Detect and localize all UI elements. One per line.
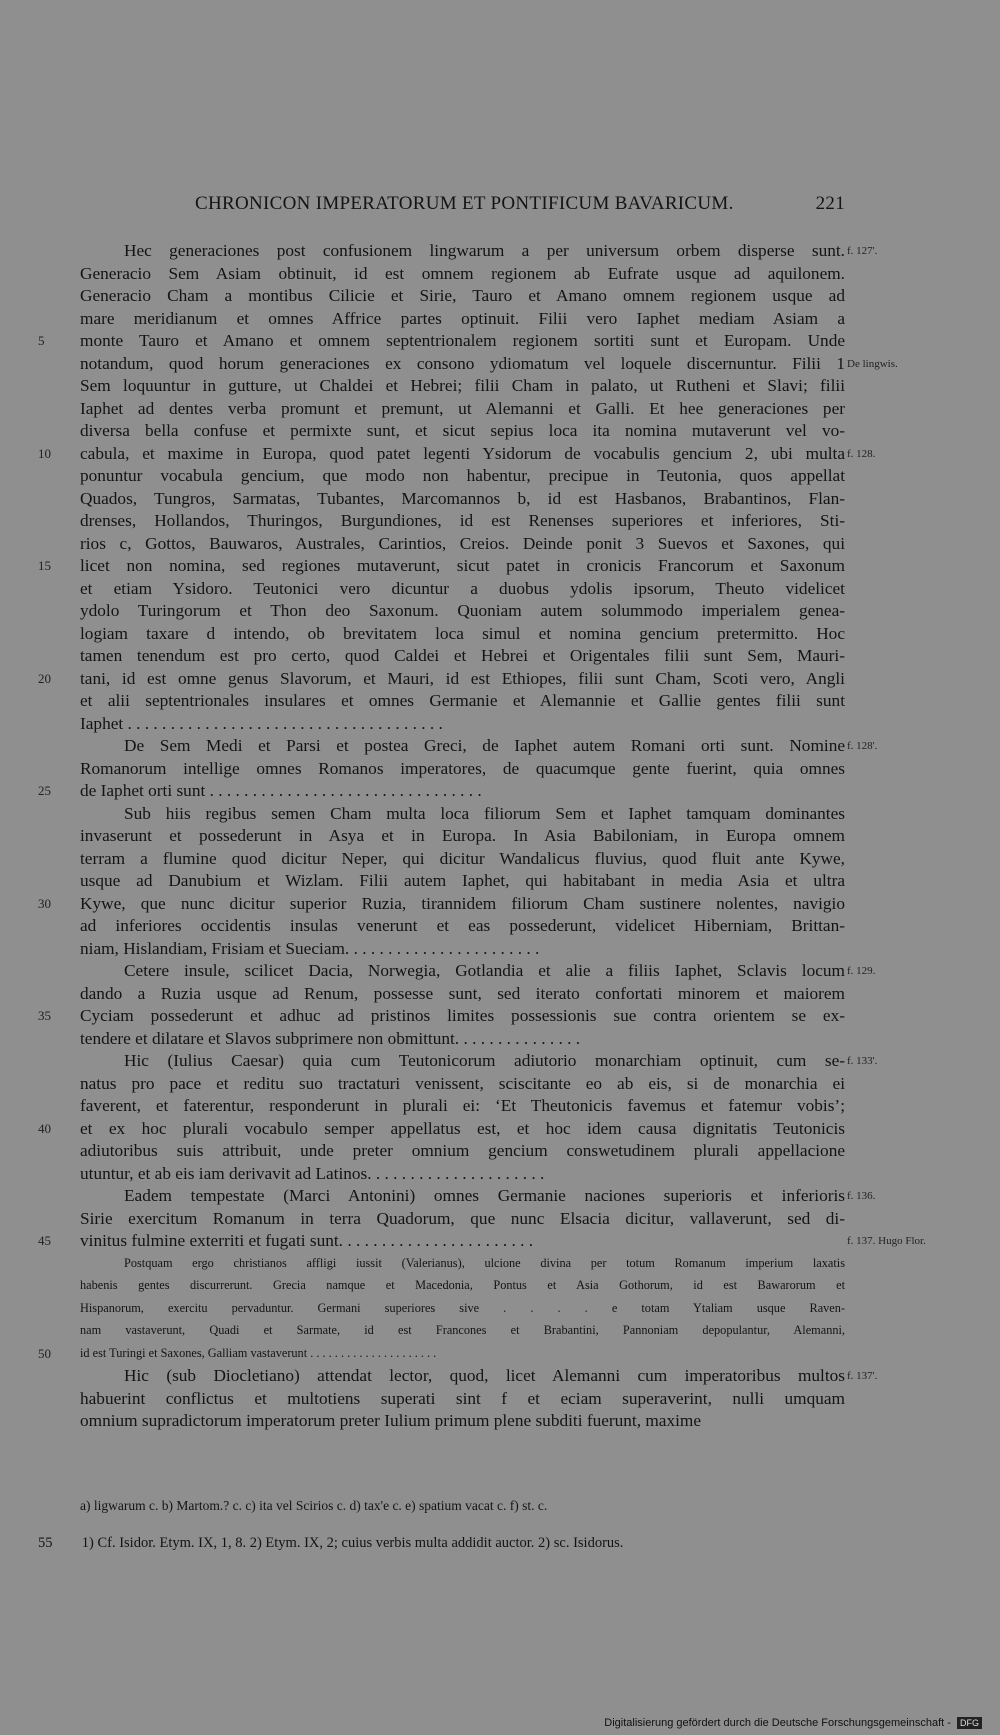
line-text: Sirie exercitum Romanum in terra Quadorum, que nunc Elsacia dicitur, vallaverunt, sed di-	[80, 1208, 845, 1228]
line-text: ydolo Turingorum et Thon deo Saxonum. Quoniam autem solummodo imperialem genea-	[80, 601, 845, 620]
line-text: de Iaphet orti sunt . . . . . . . . . . . . . . . . . . . . . . . . . . . . . . . .	[80, 781, 482, 800]
line-text: Iaphet ad dentes verba promunt et premunt, ut Alemanni et Galli. Et hee generaciones per	[80, 398, 845, 418]
line-text: Kywe, que nunc dicitur superior Ruzia, tirannidem filiorum Cham sustinere nolentes, navigio	[80, 893, 845, 913]
line-text: niam, Hislandiam, Frisiam et Sueciam. . . . . . . . . . . . . . . . . . . . . . .	[80, 938, 540, 958]
line-text: tamen tenendum est pro certo, quod Caldei et Hebrei et Origentales filii sunt Sem, Mauri-	[80, 646, 845, 665]
line-text: Sem loquuntur in gutture, ut Chaldei et Hebrei; filii Cham in palato, ut Rutheni et Slavi; filii	[80, 376, 845, 395]
line-number: 20	[38, 670, 51, 686]
line-text: Cyciam possederunt et adhuc ad pristinos limites possessionis sue contra orientem se ex-	[80, 1006, 845, 1025]
line-text: invaserunt et possederunt in Asya et in Europa. In Asia Babiloniam, in Europa omnem	[80, 826, 845, 845]
line-text: diversa bella confuse et permixte sunt, et sicut sepius loca ita nomina mutaverunt vel vo-	[80, 421, 845, 440]
line-text: Generacio Sem Asiam obtinuit, id est omnem regionem ab Eufrate usque ad aquilonem.	[80, 263, 845, 283]
line-text: rios c, Gottos, Bauwaros, Australes, Carintios, Creios. Deinde ponit 3 Suevos et Saxones, qui	[80, 533, 845, 553]
source-text: 1) Cf. Isidor. Etym. IX, 1, 8. 2) Etym. IX, 2; cuius verbis multa addidit auctor. 2) sc. Isidorus.	[81, 1535, 624, 1551]
line-text: et etiam Ysidoro. Teutonici vero dicuntur a duobus ydolis ipsorum, Theuto videlicet	[80, 578, 845, 598]
line-text: et alii septentrionales insulares et omnes Germanie et Alemannie et Gallie gentes filii sunt	[80, 691, 845, 710]
line-text: natus pro pace et reditu suo tractaturi venissent, sciscitante eo ab eis, si de monarchia ei	[80, 1073, 845, 1093]
line-text: ponuntur vocabula gencium, que modo non habentur, precipue in Teutonia, quos appellat	[80, 466, 845, 485]
line-text: Hec generaciones post confusionem lingwarum a per universum orbem disperse sunt.	[124, 241, 845, 260]
margin-note: f. 127'.	[847, 245, 878, 257]
line-text: cabula, et maxime in Europa, quod patet legenti Ysidorum de vocabulis gencium 2, ubi multa	[80, 443, 845, 463]
margin-note: f. 133'.	[847, 1055, 878, 1067]
page-number: 221	[815, 193, 845, 214]
source-line-number: 55	[38, 1535, 53, 1551]
line-text: monte Tauro et Amano et omnem septentrionalem regionem sortiti sunt et Europam. Unde	[80, 331, 845, 350]
line-text: habuerint conflictus et multotiens superati sint f et eciam superaverint, nulli umquam	[80, 1388, 845, 1408]
line-text: mare meridianum et omnes Affrice partes optinuit. Filii vero Iaphet mediam Asiam a	[80, 308, 845, 328]
footer-text: Digitalisierung gefördert durch die Deutsche Forschungsgemeinschaft -	[604, 1717, 951, 1729]
line-text: faverent, et faterentur, responderunt in plurali ei: ‘Et Theutonicis favemus et fatemur vobis’;	[80, 1096, 845, 1115]
line-text: habenis gentes discurrerunt. Grecia namque et Macedonia, Pontus et Asia Gothorum, id est Bawarorum et	[80, 1278, 845, 1292]
margin-note: f. 128.	[847, 447, 876, 460]
digitization-footer	[604, 1717, 982, 1729]
margin-note: f. 137'.	[847, 1370, 878, 1382]
line-text: logiam taxare d intendo, ob brevitatem loca simul et nomina gencium pretermitto. Hoc	[80, 623, 845, 643]
source-notes	[38, 1535, 623, 1552]
line-text: tani, id est omne genus Slavorum, et Mauri, id est Ethiopes, filii sunt Cham, Scoti vero, Angli	[80, 668, 845, 688]
margin-note: f. 128'.	[847, 740, 878, 752]
line-text: ad inferiores occidentis insulas venerunt et eas possederunt, videlicet Hiberniam, Brittan-	[80, 916, 845, 935]
line-text: Postquam ergo christianos affligi iussit (Valerianus), ulcione divina per totum Romanum imperium laxatis	[124, 1255, 845, 1270]
line-number: 25	[38, 783, 51, 798]
line-number: 35	[38, 1008, 51, 1023]
line-text: drenses, Hollandos, Thuringos, Burgundiones, id est Renenses superiores et inferiores, Sti-	[80, 511, 845, 530]
dfg-logo: DFG	[957, 1717, 982, 1729]
line-number: 10	[38, 445, 51, 461]
margin-note: De lingwis.	[847, 357, 898, 370]
line-text: et ex hoc plurali vocabulo semper appellatus est, et hoc idem causa dignitatis Teutonicis	[80, 1118, 845, 1138]
line-text: Generacio Cham a montibus Cilicie et Sirie, Tauro et Amano omnem regionem usque ad	[80, 286, 845, 305]
line-number: 40	[38, 1120, 51, 1136]
line-text: vinitus fulmine exterriti et fugati sunt. . . . . . . . . . . . . . . . . . . . . . .	[80, 1231, 534, 1250]
line-number: 30	[38, 895, 51, 911]
line-text: Romanorum intellige omnes Romanos imperatores, de quacumque gente fuerint, quia omnes	[80, 758, 845, 778]
margin-note: f. 136.	[847, 1190, 876, 1202]
line-text: dando a Ruzia usque ad Renum, possesse sunt, sed iterato confortati minorem et maiorem	[80, 983, 845, 1003]
line-number: 45	[38, 1233, 51, 1248]
line-text: tendere et dilatare et Slavos subprimere non obmittunt. . . . . . . . . . . . . . .	[80, 1028, 581, 1048]
line-number: 15	[38, 558, 51, 573]
line-text: terram a flumine quod dicitur Neper, qui dicitur Wandalicus fluvius, quod fluit ante Kywe,	[80, 848, 845, 868]
line-text: Eadem tempestate (Marci Antonini) omnes Germanie naciones superioris et inferioris	[124, 1186, 845, 1205]
line-text: Sub hiis regibus semen Cham multa loca filiorum Sem et Iaphet tamquam dominantes	[124, 803, 845, 823]
line-number: 50	[38, 1345, 51, 1361]
page-title: CHRONICON IMPERATORUM ET PONTIFICUM BAVARICUM.	[195, 193, 734, 214]
line-text: De Sem Medi et Parsi et postea Greci, de Iaphet autem Romani orti sunt. Nomine	[124, 736, 845, 755]
line-text: Hic (Iulius Caesar) quia cum Teutonicorum adiutorio monarchiam optinuit, cum se-	[124, 1051, 845, 1070]
line-text: Cetere insule, scilicet Dacia, Norwegia, Gotlandia et alie a filiis Iaphet, Sclavis locum	[124, 961, 845, 980]
line-text: Iaphet . . . . . . . . . . . . . . . . . . . . . . . . . . . . . . . . . . . . .	[80, 713, 443, 733]
line-number: 5	[38, 333, 45, 348]
line-text: notandum, quod horum generaciones ex consono ydiomatum vel loquele discernuntur. Filii 1	[80, 353, 845, 373]
line-text: omnium supradictorum imperatorum preter Iulium primum plene subditi fuerunt, maxime	[80, 1411, 702, 1430]
line-text: adiutoribus suis attribuit, unde preter omnium gencium conswetudinem plurali appellacione	[80, 1141, 845, 1160]
line-text: Quados, Tungros, Sarmatas, Tubantes, Marcomannos b, id est Hasbanos, Brabantinos, Flan-	[80, 488, 845, 508]
line-text: Hispanorum, exercitu pervaduntur. Germani superiores sive . . . . e totam Ytaliam usque Raven-	[80, 1300, 845, 1315]
margin-note: f. 129.	[847, 965, 876, 977]
line-text: nam vastaverunt, Quadi et Sarmate, id est Francones et Brabantini, Pannoniam depopulantur, Alemanni,	[80, 1323, 845, 1337]
line-text: licet non nomina, sed regiones mutaverunt, sicut patet in cronicis Francorum et Saxonum	[80, 556, 845, 575]
margin-note: f. 137. Hugo Flor.	[847, 1235, 926, 1247]
line-text: utuntur, et ab eis iam derivavit ad Latinos. . . . . . . . . . . . . . . . . . . . .	[80, 1163, 545, 1183]
line-text: usque ad Danubium et Wizlam. Filii autem Iaphet, qui habitabant in media Asia et ultra	[80, 871, 845, 890]
critical-apparatus: a) ligwarum c. b) Martom.? c. c) ita vel Scirios c. d) tax'e c. e) spatium vacat c. f) st. c.	[80, 1498, 548, 1513]
line-text: id est Turingi et Saxones, Galliam vastaverunt . . . . . . . . . . . . . . . . . . . . .	[80, 1345, 437, 1360]
line-text: Hic (sub Diocletiano) attendat lector, quod, licet Alemanni cum imperatoribus multos	[124, 1366, 845, 1385]
